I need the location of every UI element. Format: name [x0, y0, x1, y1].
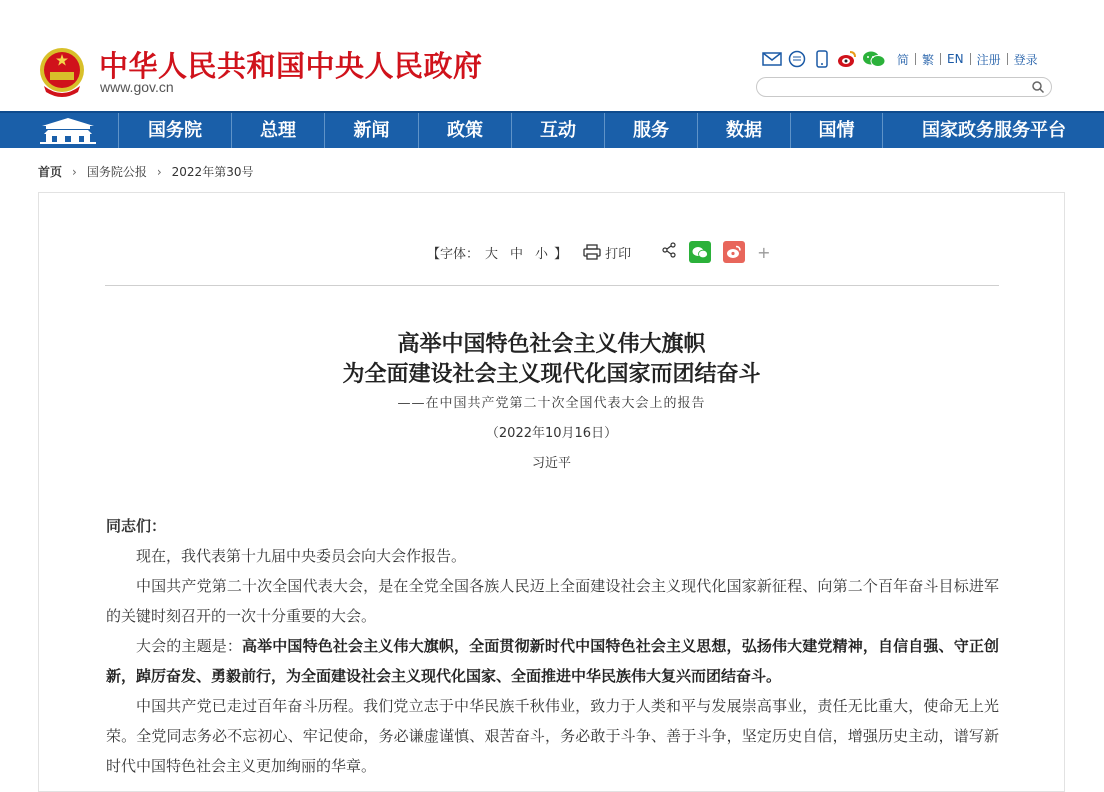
chevron-right-icon: ›	[72, 164, 77, 179]
register-link[interactable]: 注册	[976, 52, 1001, 67]
breadcrumb-issue[interactable]: 2022年第30号	[171, 165, 254, 179]
breadcrumb-gazette[interactable]: 国务院公报	[86, 165, 147, 179]
theme-lead: 大会的主题是：	[136, 637, 242, 655]
weibo-icon[interactable]	[837, 49, 857, 69]
site-header	[0, 0, 1104, 111]
weibo-share-icon[interactable]	[723, 241, 745, 263]
home-gate-icon[interactable]	[38, 116, 98, 146]
theme-bold-text: 高举中国特色社会主义伟大旗帜，全面贯彻新时代中国特色社会主义思想，弘扬伟大建党精神，自信自强、守正创新，踔厉奋发、勇毅前行，为全面建设社会主义现代化国家、全面推进中华民族伟大复兴而团结奋斗。	[106, 637, 999, 685]
main-nav	[0, 111, 1104, 148]
printer-icon	[583, 244, 601, 260]
divider	[105, 285, 999, 286]
lang-simplified-link[interactable]: 简	[897, 52, 910, 67]
search-input[interactable]	[767, 80, 1031, 96]
wechat-share-icon[interactable]	[689, 241, 711, 263]
article-title-line1: 高举中国特色社会主义伟大旗帜	[397, 332, 706, 357]
nav-item-national-info[interactable]: 国情	[790, 113, 882, 148]
article-author: 习近平	[531, 456, 571, 471]
wechat-icon[interactable]	[862, 49, 886, 69]
chevron-right-icon: ›	[156, 164, 162, 179]
article-date: （2022年10月16日）	[485, 426, 618, 441]
more-share-icon[interactable]: +	[757, 242, 771, 262]
search-box	[756, 77, 1052, 97]
breadcrumb-home[interactable]: 首页	[38, 165, 63, 179]
article-subtitle: ——在中国共产党第二十次全国代表大会上的报告	[397, 396, 706, 411]
site-title[interactable]: 中华人民共和国中央人民政府	[99, 49, 483, 83]
print-label: 打印	[605, 246, 632, 262]
article-title-line2: 为全面建设社会主义现代化国家而团结奋斗	[342, 362, 761, 387]
paragraph-theme	[106, 631, 999, 691]
article-panel	[38, 192, 1065, 792]
paragraph: 现在，我代表第十九届中央委员会向大会作报告。	[136, 547, 467, 565]
top-toolbar	[762, 49, 1044, 69]
share-icon[interactable]	[661, 242, 677, 262]
font-size-large[interactable]: 大	[485, 246, 499, 262]
nav-item-state-council[interactable]: 国务院	[118, 113, 231, 148]
font-size-close: 】	[554, 246, 568, 262]
nav-item-interaction[interactable]: 互动	[511, 113, 604, 148]
font-size-small[interactable]: 小	[535, 246, 549, 262]
article-body	[106, 511, 999, 781]
font-size-label: 【字体：	[427, 246, 480, 262]
site-domain: www.gov.cn	[100, 79, 174, 95]
national-emblem-icon[interactable]	[38, 46, 86, 98]
login-link[interactable]: 登录	[1013, 52, 1038, 67]
greeting: 同志们：	[106, 517, 167, 535]
mobile-icon[interactable]	[812, 49, 832, 69]
paragraph: 中国共产党已走过百年奋斗历程。我们党立志于中华民族千秋伟业，致力于人类和平与发展崇高事业，责任无比重大，使命无上光荣。全党同志务必不忘初心、牢记使命，务必谦虚谨慎、艰苦奋斗，务必敢于斗争、善于斗争，坚定历史自信，增强历史主动，谱写新时代中国特色社会主义更加绚丽的华章。	[106, 697, 999, 775]
chat-bubble-icon[interactable]	[787, 49, 807, 69]
search-icon[interactable]	[1031, 80, 1045, 94]
nav-item-premier[interactable]: 总理	[231, 113, 324, 148]
paragraph: 中国共产党第二十次全国代表大会，是在全党全国各族人民迈上全面建设社会主义现代化国家新征程、向第二个百年奋斗目标进军的关键时刻召开的一次十分重要的大会。	[106, 577, 999, 625]
nav-item-data[interactable]: 数据	[697, 113, 790, 148]
mail-icon[interactable]	[762, 49, 782, 69]
nav-item-service-platform[interactable]: 国家政务服务平台	[882, 113, 1104, 148]
print-button[interactable]	[583, 243, 631, 262]
article-toolbar	[427, 243, 771, 261]
nav-item-services[interactable]: 服务	[604, 113, 697, 148]
nav-item-news[interactable]: 新闻	[324, 113, 418, 148]
lang-english-link[interactable]: EN	[947, 52, 964, 66]
lang-traditional-link[interactable]: 繁	[922, 52, 935, 67]
breadcrumb	[38, 163, 253, 180]
nav-item-policy[interactable]: 政策	[418, 113, 511, 148]
font-size-medium[interactable]: 中	[510, 246, 524, 262]
